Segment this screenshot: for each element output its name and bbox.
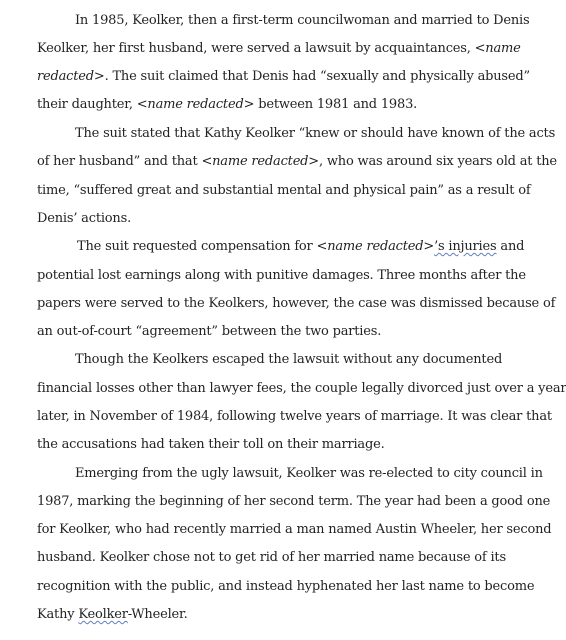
text-run: of her husband” and that (37, 154, 202, 169)
paragraph-5-line-6 (37, 607, 188, 625)
spellcheck-underlined-text: ’s injuries (434, 239, 497, 254)
paragraph-3-line-1 (77, 239, 524, 257)
paragraph-3-line-4: an out-of-court “agreement” between the two parties. (37, 324, 382, 339)
paragraph-4-line-2: financial losses other than lawyer fees, the couple legally divorced just over a year (37, 381, 566, 396)
redacted-name: <name redacted> (201, 154, 319, 169)
paragraph-5-line-2: 1987, marking the beginning of her second term. The year had been a good one (37, 494, 551, 509)
paragraph-4-line-4: the accusations had taken their toll on their marriage. (37, 437, 385, 452)
text-run: and (496, 239, 525, 254)
paragraph-5-line-4: husband. Keolker chose not to get rid of her married name because of its (37, 550, 506, 565)
text-run: between 1981 and 1983. (254, 97, 418, 112)
paragraph-5-line-1: Emerging from the ugly lawsuit, Keolker was re-elected to city council in (75, 466, 543, 481)
paragraph-5-line-3: for Keolker, who had recently married a man named Austin Wheeler, her second (37, 522, 552, 537)
paragraph-1-line-2 (37, 41, 521, 59)
paragraph-1-line-4 (37, 97, 417, 115)
redacted-name: <name (474, 41, 521, 56)
paragraph-2-line-3: time, “suffered great and substantial mental and physical pain” as a result of (37, 183, 531, 198)
redacted-name: <name redacted> (136, 97, 255, 112)
paragraph-3-line-3: papers were served to the Keolkers, however, the case was dismissed because of (37, 296, 556, 311)
paragraph-1-line-1: In 1985, Keolker, then a first-term councilwoman and married to Denis (75, 13, 530, 28)
paragraph-4-line-3: later, in November of 1984, following twelve years of marriage. It was clear that (37, 409, 552, 424)
redacted-name: redacted> (37, 69, 105, 84)
paragraph-1-line-3 (37, 69, 530, 87)
redacted-name: <name redacted> (316, 239, 435, 254)
paragraph-4-line-1: Though the Keolkers escaped the lawsuit without any documented (75, 352, 503, 367)
text-run: The suit requested compensation for (77, 239, 317, 254)
paragraph-5-line-5: recognition with the public, and instead hyphenated her last name to become (37, 579, 535, 594)
text-run: . The suit claimed that Denis had “sexually and physically abused” (104, 69, 530, 84)
paragraph-2-line-4: Denis’ actions. (37, 211, 131, 226)
text-run: , who was around six years old at the (319, 154, 557, 169)
text-run: -Wheeler. (127, 607, 188, 622)
paragraph-3-line-2: potential lost earnings along with punitive damages. Three months after the (37, 268, 526, 283)
spellcheck-underlined-text: Keolker (78, 607, 128, 622)
text-run: Kathy (37, 607, 79, 622)
text-run: their daughter, (37, 97, 137, 112)
paragraph-2-line-1: The suit stated that Kathy Keolker “knew or should have known of the acts (75, 126, 556, 141)
paragraph-2-line-2 (37, 154, 557, 172)
text-run: Keolker, her first husband, were served a lawsuit by acquaintances, (37, 41, 475, 56)
